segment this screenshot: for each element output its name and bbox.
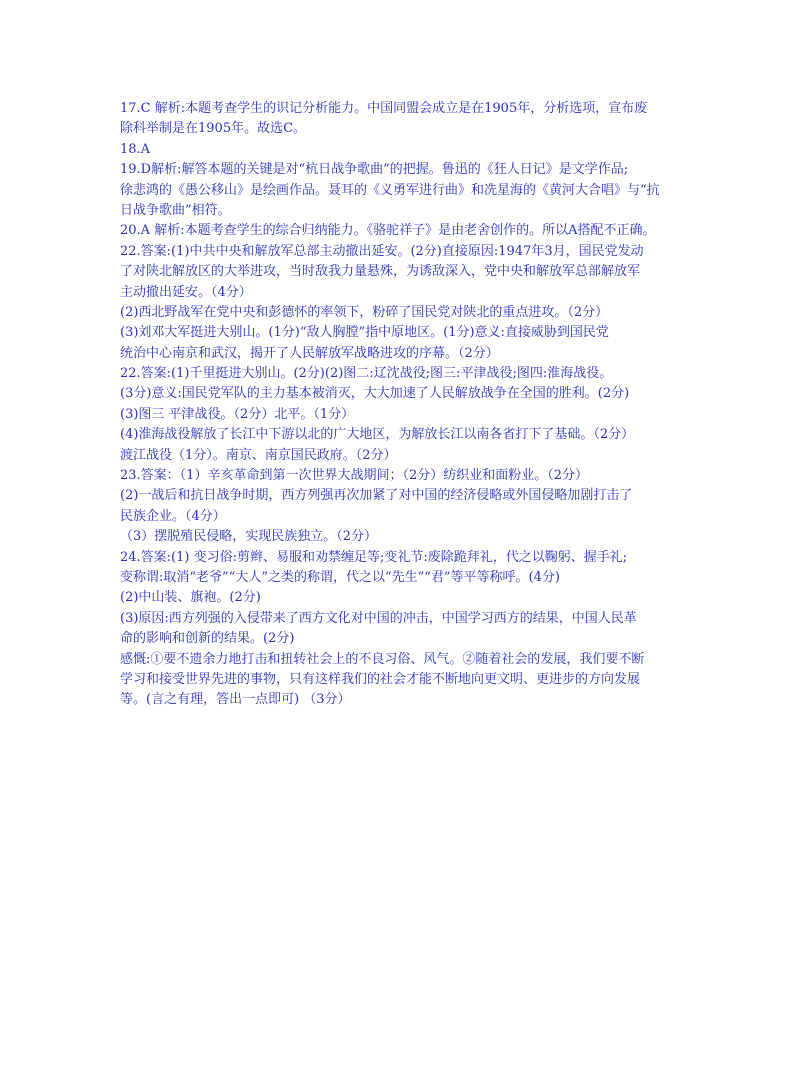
text-line: (2)一战后和抗日战争时期，西方列强再次加紧了对中国的经济侵略或外国侵略加剧打击了 (120, 488, 633, 504)
text-line: (3)图三 平津战役。（2分）北平。（1分） (120, 406, 355, 422)
text-line: 18.A (120, 141, 151, 157)
text-line: 日战争歌曲”相符。 (120, 202, 231, 218)
answer-text-block (120, 99, 690, 711)
text-line: (3分)意义:国民党军队的主力基本被消灭，大大加速了人民解放战争在全国的胜利。(2分) (120, 386, 630, 402)
text-line: 主动撤出延安。（4分） (120, 284, 252, 300)
text-line: 20.A 解析:本题考查学生的综合归纳能力。《骆驼祥子》是由老舍创作的。所以A搭配不正确。 (120, 223, 656, 239)
text-line: 24.答案:(1) 变习俗:剪辫、易服和劝禁缠足等;变礼节:废除跪拜礼，代之以鞠躬、握手礼; (120, 549, 628, 565)
text-line: 民族企业。（4分） (120, 508, 226, 524)
text-line: 17.C 解析:本题考查学生的识记分析能力。中国同盟会成立是在1905年，分析选项，宣布废 (120, 101, 648, 116)
text-line: 感慨:①要不遗余力地打击和扭转社会上的不良习俗、风气。②随着社会的发展，我们要不断 (120, 651, 645, 667)
text-line: (3)原因:西方列强的入侵带来了西方文化对中国的冲击，中国学习西方的结果，中国人民革 (120, 610, 637, 626)
text-line: 了对陕北解放区的大举进攻，当时敌我力量悬殊，为诱敌深入，党中央和解放军总部解放军 (120, 264, 641, 280)
text-line: 命的影响和创新的结果。(2分) (120, 631, 295, 647)
text-line: (4)淮海战役解放了长江中下游以北的广大地区，为解放长江以南各省打下了基础。（2分） (120, 427, 635, 443)
text-line: 统治中心南京和武汉，揭开了人民解放军战略进攻的序幕。（2分） (120, 345, 499, 361)
text-line: (2)西北野战军在党中央和彭德怀的率领下，粉碎了国民党对陕北的重点进攻。（2分） (120, 304, 609, 320)
text-line: 除科举制是在1905年。故选C。 (120, 121, 307, 137)
text-line: 22.答案:(1)千里挺进大别山。(2分)(2)图二:辽沈战役;图三:平津战役;图四:淮海战役。 (120, 366, 613, 382)
text-line: （3）摆脱殖民侵略，实现民族独立。（2分） (120, 529, 378, 545)
text-line: 渡江战役（1分）。南京、南京国民政府。（2分） (120, 447, 397, 463)
text-line: (2)中山装、旗袍。(2分) (120, 590, 261, 606)
text-line: 22.答案:(1)中共中央和解放军总部主动撤出延安。(2分)直接原因:1947年3月，国民党发动 (120, 243, 644, 259)
text-line: 徐悲鸿的《愚公移山》是绘画作品。聂耳的《义勇军进行曲》和冼星海的《黄河大合唱》与“抗 (120, 182, 660, 198)
text-line: 变称谓:取消“老爷”“大人”之类的称谓，代之以“先生”“君”等平等称呼。(4分) (120, 569, 560, 585)
text-line: (3)刘邓大军挺进大别山。(1分)“敌人胸膛”指中原地区。(1分)意义:直接威胁到国民党 (120, 325, 609, 341)
text-line: 19.D解析:解答本题的关键是对“杭日战争歌曲”的把握。鲁迅的《狂人日记》是文学作品; (120, 162, 629, 178)
text-line: 等。(言之有理，答出一点即可) （3分） (120, 692, 351, 708)
text-line: 23.答案：（1）辛亥革命到第一次世界大战期间；（2分）纺织业和面粉业。（2分） (120, 468, 588, 484)
text-line: 学习和接受世界先进的事物，只有这样我们的社会才能不断地向更文明、更进步的方向发展 (120, 671, 641, 687)
